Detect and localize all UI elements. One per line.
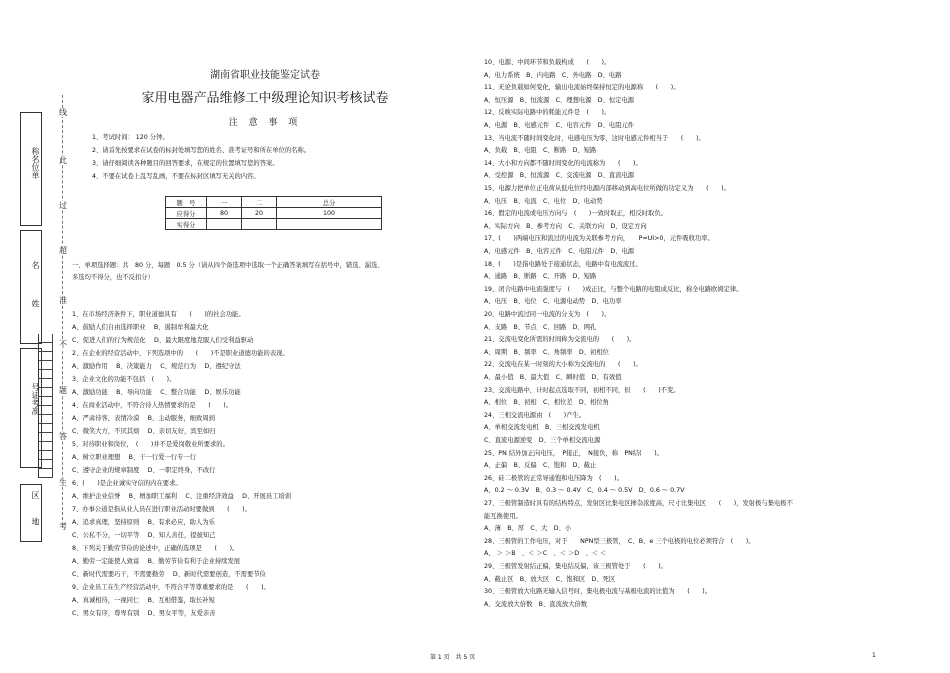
question-line: 21、交流电变化所需的时间称为交流电的 ( )。 [484,336,636,344]
question-line: 2、在企业的经营活动中，下列选项中的 ( )不是职业道德功能的表现。 [72,350,289,357]
question-line: A、电感元件 B、电容元件 C、电阻元件 D、电源 [484,248,635,255]
seal-char: 答 [59,432,67,441]
region-label: 区 地 [31,491,40,534]
score-cell [242,219,277,230]
question-line: A、负载 B、电阻 C、断路 D、短路 [484,147,597,155]
score-cell: 实得分 [166,219,207,230]
question-line: A、恒压源 B、恒流源 C、理想电源 D、恒定电源 [484,96,635,104]
seal-char: 过 [59,201,67,210]
score-cell: 20 [242,208,277,219]
question-line: 30、三极管放大电路无输入信号时，集电极电流与基极电流的比值为 ( )。 [484,588,712,596]
unit-name-box [20,112,42,226]
score-table [165,196,382,230]
region-box [20,484,42,542]
question-line: 13、当电流不随时间变化时，电感电压为零，这时电感元件相当于 ( )。 [484,134,705,142]
unit-name-label: 称名位单 [31,147,40,179]
question-line: A、交流放大倍数 B、直流放大倍数 [484,600,588,608]
question-line: C、新时代需要巧干，不需要勤劳 D、新时代需要创造，不需要节俭 [72,571,266,578]
question-line: 16、假定的电流或电压方向与 ( )一致时取正，相反时取负。 [484,210,667,218]
binding-strip [8,112,54,542]
question-line: A、最小值 B、最大值 C、瞬时值 D、有效值 [484,374,622,381]
question-line: 15、电源力把单位正电荷从低电位经电源内部移动到高电位所做的功定义为 ( )。 [484,185,730,192]
page-info: 第 1 页 共 5 页 [430,654,476,661]
question-line: A、鼓励人们自由选择职业 B、遏制牟利最大化 [72,324,209,331]
name-label: 名 姓 [31,261,40,322]
question-line: A、追求真理，坚持原则 B、有求必应，助人为乐 [72,519,215,526]
score-cell [207,219,242,230]
question-line: C、直流电源逆变 D、三个单相交流电源 [484,437,601,444]
name-box [20,230,42,344]
question-line: A、电压 B、电流 C、电位 D、电动势 [484,197,603,205]
seal-char: 此 [59,156,67,165]
question-line: 22、交流电在某一时刻的大小称为交流电的 ( )。 [484,361,642,369]
question-line: A、电压 B、电位 C、电源电动势 D、电功率 [484,298,622,306]
question-line: A、单相交流发电机 B、三相交流发电机 [484,424,600,432]
question-line: 24、三相交流电源由 ( )产生。 [484,411,586,419]
exam-id-label: 号证考准 [31,383,40,415]
score-cell: 80 [207,208,242,219]
page-number: 1 [872,652,876,659]
score-table-header [166,197,382,208]
question-line: C、男女有序，尊卑有别 D、男女平等，友爱亲善 [72,610,216,617]
question-line: 14、大小和方向都不随时间变化的电流称为 ( )。 [484,159,642,167]
question-line: A、薄 B、厚 C、大 D、小 [484,525,572,533]
question-line: 27、三极管制造时具有的结构特点，发射区比集电区掺杂浓度高，尺寸比集电区 ( )，发射极与集电极不 [484,500,793,507]
question-line: A、电力系统 B、内电路 C、外电路 D、电路 [484,71,622,79]
score-cell [277,219,382,230]
question-line: A、周期 B、频率 C、角频率 D、初相位 [484,348,609,356]
question-line: A、支路 B、节点 C、回路 D、网孔 [484,323,597,331]
score-table-row [166,219,382,230]
question-line: 11、无论负载如何变化，输出电流始终保持恒定的电源称 ( )。 [484,84,680,92]
score-cell: 总分 [277,197,382,208]
score-cell: 100 [277,208,382,219]
section-header-line: 一、单项选择题：共 80 分，每题 0.5 分（请从四个备选项中选取一个正确答案填写在括号中，错选、漏选、 [72,262,384,269]
question-line: 25、PN 结外加正向电压， P接正， N接负，称 PN结( )。 [484,449,663,457]
question-line: 23、交流电路中，计时起点选取不同，初相不同，但 ( )不变。 [484,386,680,394]
question-line: 18、( )是指电路处于接通状态，电路中有电流流过。 [484,260,642,268]
seal-char: 准 [59,296,67,305]
question-line: 1、在市场经济条件下，职业道德具有 ( )的社会功能。 [72,311,245,318]
notice-item: 2、请首先按要求在试卷的标封处填写您的姓名、准考证号和所在单位的名称。 [92,147,311,154]
question-line: 29、三极管发射结正偏，集电结反偏，该三极管处于 ( )。 [484,563,667,570]
notice-item: 3、请仔细阅读各种题目的回答要求，在规定的位置填写您的答案。 [92,160,279,167]
notice-item: 4、不要在试卷上乱写乱画，不要在标封区填写无关的内容。 [92,173,260,180]
question-line: 20、电路中流过同一电流的分支为 ( )。 [484,311,611,318]
exam-authority-title: 湖南省职业技能鉴定试卷 [210,70,320,81]
question-line: C、公私不分，一切平等 D、知人善任，提拔知己 [72,532,216,539]
exam-id-grid [38,334,53,478]
question-line: 4、在商业活动中，不符合待人热情要求的是 ( )。 [72,402,233,409]
question-line: A、真诚相待，一视同仁 B、互相借鉴，取长补短 [72,597,215,604]
question-line: 9、企业员工在生产经营活动中，不符合平等尊重要求的是 ( )。 [72,584,270,591]
question-line: 26、硅二极管的正常导通饱和电压降为 ( )。 [484,474,623,482]
question-line: C、促进人们的行为规范化 D、最大限度地克服人们受利益驱动 [72,337,254,344]
seal-char: 题 [59,386,67,395]
question-line: A、正偏 B、反偏 C、饱和 D、截止 [484,462,597,470]
question-line: A、树立职业理想 B、干一行爱一行专一行 [72,454,196,461]
question-line: 6、( )是企业诚实守信的内在要求。 [72,480,182,487]
question-line: 28、三极管的工作电压，对于 NPN型三极管， C、B、e 三个电极的电位必须符合 ( )。 [484,537,755,545]
question-line: A、激励功能 B、导向功能 C、整合功能 D、娱乐功能 [72,389,241,396]
question-line: A、严肃待客，表情冷漠 B、主动服务，细致周到 [72,415,215,422]
question-line: 3、企业文化的功能不包括 ( )。 [72,376,176,383]
question-line: A、截止区 B、放大区 C、饱和区 D、死区 [484,575,616,583]
question-line: A、相位 B、初相 C、相位差 D、相位角 [484,399,609,407]
question-line: A、勤劳一定能使人致富 B、勤劳节俭有利于企业持续发展 [72,558,241,565]
question-line: A、维护企业信誉 B、增加职工福利 C、注重经济效益 D、开展员工培训 [72,493,292,500]
section-header-line: 多选均不得分，也不反扣分） [72,274,154,281]
question-line: A、实际方向 B、参考方向 C、关联方向 D、设定方向 [484,222,647,230]
seal-char: 超 [59,246,67,255]
seal-char: 生 [59,478,67,487]
question-line: 12、反映实际电路中的耗能元件是 ( )。 [484,109,611,117]
question-line: 8、下列关于勤劳节俭的论述中，正确的选项是 ( )。 [72,545,239,552]
question-line: 7、办事公道是指从业人员在进行职业活动时要做到 ( )。 [72,506,251,513]
seal-char: 线 [59,108,67,117]
notice-heading: 注 意 事 项 [228,118,302,128]
question-line: A、0.2 ～ 0.3V B、0.3 ～ 0.4V C、0.4 ～ 0.5V D、0.6 ～ 0.7V [484,487,685,495]
score-cell: 二 [242,197,277,208]
question-line: A、电源 B、电感元件 C、电容元件 D、电阻元件 [484,122,635,129]
question-line: A、激励作用 B、决策能力 C、规范行为 D、遵纪守法 [72,363,241,370]
seal-char: 考 [59,522,67,531]
question-line: 5、对待职业和岗位， ( )并不是爱岗敬业所要求的。 [72,441,229,448]
question-line: 能互换使用。 [484,512,522,520]
score-cell: 应得分 [166,208,207,219]
score-cell: 一 [207,197,242,208]
notice-item: 1、考试时间： 120 分钟。 [92,134,169,141]
score-cell: 题 号 [166,197,207,208]
question-line: 17、( )两端电压和流过的电流为关联参考方向， P=UI>0，元件吸收功率。 [484,235,714,243]
question-line: C、遵守企业的规章制度 D、一职定终身，不改行 [72,467,216,474]
exam-title: 家用电器产品维修工中级理论知识考核试卷 [141,91,389,106]
question-line: 19、闭合电路中电流强度与 ( )成正比，与整个电路的电阻成反比，称全电路欧姆定律。 [484,285,743,293]
question-line: A、 ＞ ＞B 、＜ ＞C 、＜ ＞D 、＜ ＜ [484,550,607,558]
seal-char: 不 [59,340,67,349]
score-table-row [166,208,382,219]
question-line: 10、电源、中间环节和负载构成 ( )。 [484,59,611,66]
question-line: C、微笑大方，不厌其烦 D、亲切友好，宾至如归 [72,428,216,435]
question-line: A、通路 B、断路 C、开路 D、短路 [484,273,597,281]
question-line: A、受控源 B、恒流源 C、交流电源 D、直流电源 [484,172,635,180]
